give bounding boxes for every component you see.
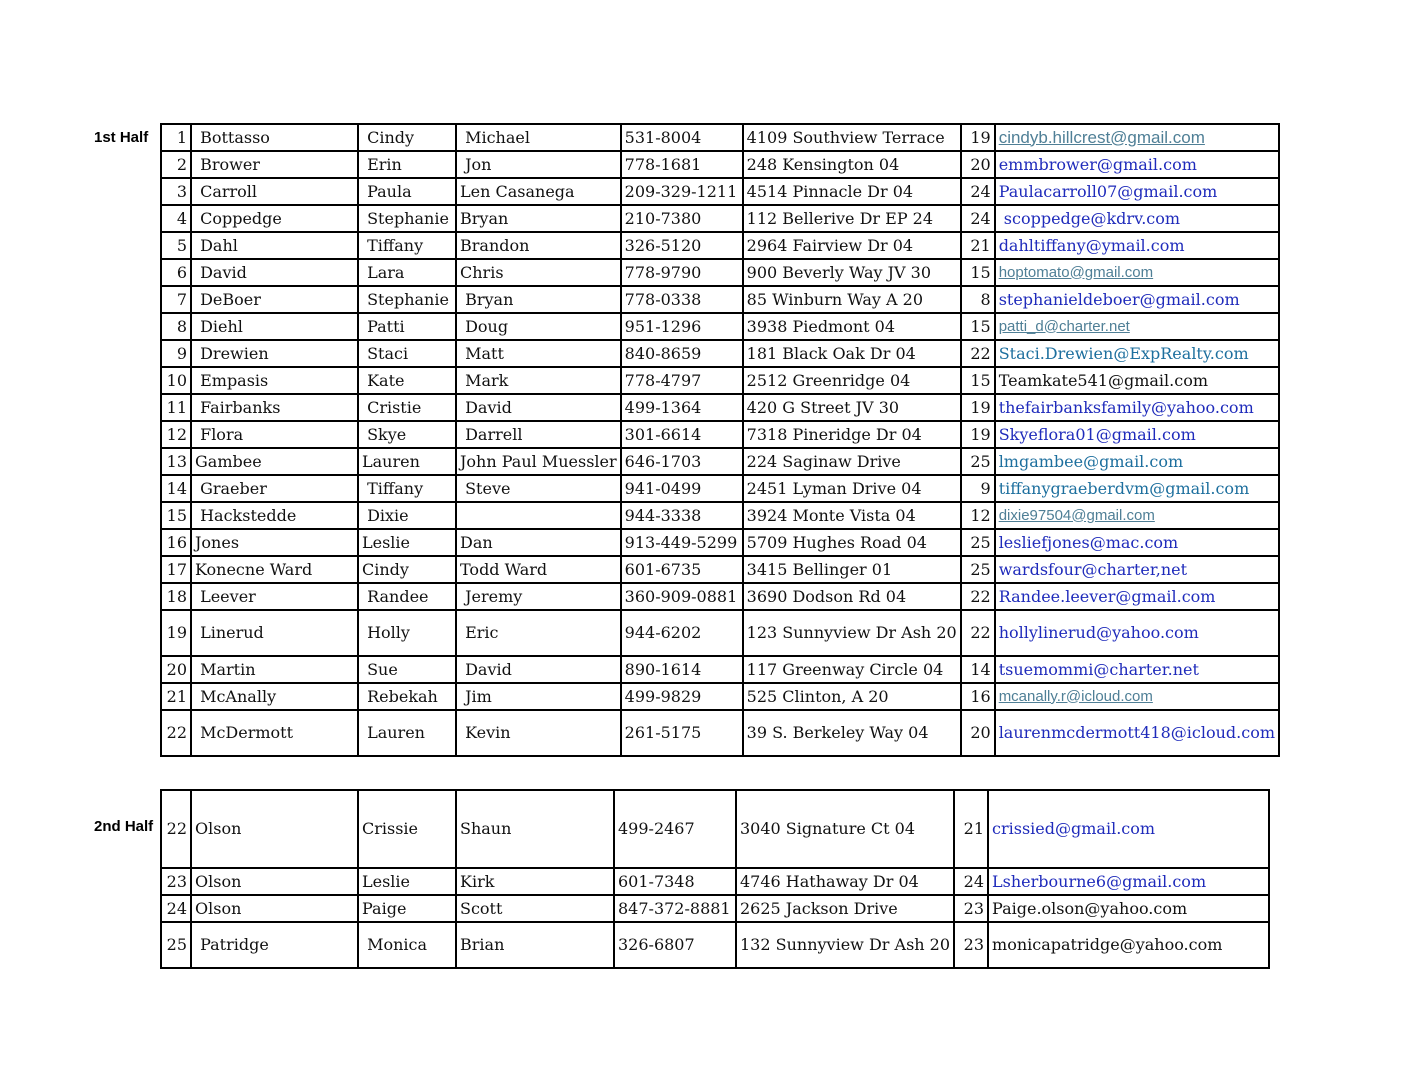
table-row [161, 394, 1279, 421]
second-half-roster-table [160, 789, 1270, 969]
first-name-cell: Leslie [358, 868, 456, 895]
email-cell[interactable]: tsuemommi@charter.net [995, 656, 1279, 683]
phone-cell: 778-9790 [621, 259, 743, 286]
row-number-cell: 2 [161, 151, 191, 178]
row-number-cell: 12 [161, 421, 191, 448]
spouse-name-cell: David [456, 394, 621, 421]
first-name-cell: Sue [358, 656, 456, 683]
row-number-cell: 10 [161, 367, 191, 394]
spouse-name-cell: Len Casanega [456, 178, 621, 205]
spouse-name-cell: Brian [456, 922, 614, 968]
phone-cell: 210-7380 [621, 205, 743, 232]
last-name-cell: David [191, 259, 358, 286]
table-row [161, 313, 1279, 340]
count-cell: 14 [961, 656, 995, 683]
first-name-cell: Cindy [358, 124, 456, 151]
row-number-cell: 18 [161, 583, 191, 610]
count-cell: 24 [961, 205, 995, 232]
email-cell[interactable]: wardsfour@charter,net [995, 556, 1279, 583]
count-cell: 9 [961, 475, 995, 502]
table-row [161, 448, 1279, 475]
spouse-name-cell: Jon [456, 151, 621, 178]
table-row [161, 656, 1279, 683]
last-name-cell: Jones [191, 529, 358, 556]
table-row [161, 529, 1279, 556]
spouse-name-cell: Bryan [456, 205, 621, 232]
address-cell: 117 Greenway Circle 04 [743, 656, 961, 683]
count-cell: 15 [961, 367, 995, 394]
table-row [161, 710, 1279, 756]
address-cell: 2451 Lyman Drive 04 [743, 475, 961, 502]
row-number-cell: 9 [161, 340, 191, 367]
first-name-cell: Rebekah [358, 683, 456, 710]
table-row [161, 790, 1269, 868]
last-name-cell: Leever [191, 583, 358, 610]
first-name-cell: Cindy [358, 556, 456, 583]
phone-cell: 499-9829 [621, 683, 743, 710]
phone-cell: 209-329-1211 [621, 178, 743, 205]
email-cell[interactable]: emmbrower@gmail.com [995, 151, 1279, 178]
email-cell[interactable]: dahltiffany@ymail.com [995, 232, 1279, 259]
email-cell[interactable]: lmgambee@gmail.com [995, 448, 1279, 475]
address-cell: 7318 Pineridge Dr 04 [743, 421, 961, 448]
address-cell: 2964 Fairview Dr 04 [743, 232, 961, 259]
spouse-name-cell: Doug [456, 313, 621, 340]
count-cell: 25 [961, 556, 995, 583]
first-name-cell: Crissie [358, 790, 456, 868]
email-cell[interactable]: Lsherbourne6@gmail.com [988, 868, 1269, 895]
email-cell[interactable]: hoptomato@gmail.com [995, 259, 1279, 286]
count-cell: 19 [961, 421, 995, 448]
row-number-cell: 5 [161, 232, 191, 259]
table-row [161, 286, 1279, 313]
address-cell: 3938 Piedmont 04 [743, 313, 961, 340]
row-number-cell: 19 [161, 610, 191, 656]
email-cell[interactable]: cindyb.hillcrest@gmail.com [995, 124, 1279, 151]
row-number-cell: 13 [161, 448, 191, 475]
address-cell: 3924 Monte Vista 04 [743, 502, 961, 529]
spouse-name-cell: Steve [456, 475, 621, 502]
spouse-name-cell: Jeremy [456, 583, 621, 610]
count-cell: 25 [961, 448, 995, 475]
row-number-cell: 3 [161, 178, 191, 205]
first-name-cell: Dixie [358, 502, 456, 529]
count-cell: 15 [961, 313, 995, 340]
address-cell: 224 Saginaw Drive [743, 448, 961, 475]
last-name-cell: McDermott [191, 710, 358, 756]
table-row [161, 259, 1279, 286]
last-name-cell: Flora [191, 421, 358, 448]
spouse-name-cell: Mark [456, 367, 621, 394]
row-number-cell: 14 [161, 475, 191, 502]
last-name-cell: Brower [191, 151, 358, 178]
last-name-cell: Bottasso [191, 124, 358, 151]
count-cell: 24 [954, 868, 988, 895]
phone-cell: 601-6735 [621, 556, 743, 583]
last-name-cell: Dahl [191, 232, 358, 259]
last-name-cell: Graeber [191, 475, 358, 502]
first-name-cell: Paula [358, 178, 456, 205]
spouse-name-cell: Shaun [456, 790, 614, 868]
spouse-name-cell: Kirk [456, 868, 614, 895]
spouse-name-cell: Eric [456, 610, 621, 656]
email-cell[interactable]: Skyeflora01@gmail.com [995, 421, 1279, 448]
table-row [161, 340, 1279, 367]
last-name-cell: Olson [191, 790, 358, 868]
last-name-cell: Drewien [191, 340, 358, 367]
phone-cell: 840-8659 [621, 340, 743, 367]
last-name-cell: Empasis [191, 367, 358, 394]
count-cell: 22 [961, 340, 995, 367]
phone-cell: 778-0338 [621, 286, 743, 313]
spouse-name-cell [456, 502, 621, 529]
phone-cell: 941-0499 [621, 475, 743, 502]
last-name-cell: Diehl [191, 313, 358, 340]
row-number-cell: 16 [161, 529, 191, 556]
last-name-cell: Olson [191, 868, 358, 895]
count-cell: 25 [961, 529, 995, 556]
address-cell: 3415 Bellinger 01 [743, 556, 961, 583]
address-cell: 900 Beverly Way JV 30 [743, 259, 961, 286]
phone-cell: 944-3338 [621, 502, 743, 529]
spouse-name-cell: Bryan [456, 286, 621, 313]
row-number-cell: 15 [161, 502, 191, 529]
first-name-cell: Patti [358, 313, 456, 340]
table-row [161, 556, 1279, 583]
phone-cell: 890-1614 [621, 656, 743, 683]
first-name-cell: Erin [358, 151, 456, 178]
spouse-name-cell: Michael [456, 124, 621, 151]
table-row [161, 868, 1269, 895]
address-cell: 4746 Hathaway Dr 04 [736, 868, 954, 895]
phone-cell: 913-449-5299 [621, 529, 743, 556]
last-name-cell: Hackstedde [191, 502, 358, 529]
phone-cell: 499-1364 [621, 394, 743, 421]
spouse-name-cell: Jim [456, 683, 621, 710]
first-name-cell: Kate [358, 367, 456, 394]
row-number-cell: 22 [161, 710, 191, 756]
spouse-name-cell: Scott [456, 895, 614, 922]
first-name-cell: Holly [358, 610, 456, 656]
last-name-cell: Fairbanks [191, 394, 358, 421]
address-cell: 112 Bellerive Dr EP 24 [743, 205, 961, 232]
email-cell[interactable]: tiffanygraeberdvm@gmail.com [995, 475, 1279, 502]
first-name-cell: Lara [358, 259, 456, 286]
row-number-cell: 22 [161, 790, 191, 868]
address-cell: 85 Winburn Way A 20 [743, 286, 961, 313]
count-cell: 12 [961, 502, 995, 529]
first-name-cell: Staci [358, 340, 456, 367]
count-cell: 20 [961, 710, 995, 756]
first-name-cell: Randee [358, 583, 456, 610]
first-name-cell: Leslie [358, 529, 456, 556]
phone-cell: 601-7348 [614, 868, 736, 895]
count-cell: 16 [961, 683, 995, 710]
email-cell[interactable]: crissied@gmail.com [988, 790, 1269, 868]
phone-cell: 646-1703 [621, 448, 743, 475]
phone-cell: 778-1681 [621, 151, 743, 178]
table-row [161, 151, 1279, 178]
second-half-label: 2nd Half [94, 818, 154, 835]
email-cell[interactable]: stephanieldeboer@gmail.com [995, 286, 1279, 313]
table-row [161, 502, 1279, 529]
first-name-cell: Cristie [358, 394, 456, 421]
first-name-cell: Lauren [358, 448, 456, 475]
email-cell[interactable]: mcanally.r@icloud.com [995, 683, 1279, 710]
table-row [161, 583, 1279, 610]
first-name-cell: Stephanie [358, 205, 456, 232]
spouse-name-cell: Matt [456, 340, 621, 367]
first-name-cell: Tiffany [358, 475, 456, 502]
spouse-name-cell: Brandon [456, 232, 621, 259]
count-cell: 22 [961, 610, 995, 656]
last-name-cell: Gambee [191, 448, 358, 475]
email-cell[interactable]: hollylinerud@yahoo.com [995, 610, 1279, 656]
first-name-cell: Monica [358, 922, 456, 968]
phone-cell: 261-5175 [621, 710, 743, 756]
table-row [161, 232, 1279, 259]
count-cell: 22 [961, 583, 995, 610]
last-name-cell: DeBoer [191, 286, 358, 313]
row-number-cell: 23 [161, 868, 191, 895]
email-cell[interactable]: patti_d@charter.net [995, 313, 1279, 340]
address-cell: 2625 Jackson Drive [736, 895, 954, 922]
phone-cell: 778-4797 [621, 367, 743, 394]
phone-cell: 531-8004 [621, 124, 743, 151]
row-number-cell: 1 [161, 124, 191, 151]
table-row [161, 124, 1279, 151]
phone-cell: 847-372-8881 [614, 895, 736, 922]
phone-cell: 360-909-0881 [621, 583, 743, 610]
email-cell[interactable]: scoppedge@kdrv.com [995, 205, 1279, 232]
row-number-cell: 25 [161, 922, 191, 968]
first-name-cell: Skye [358, 421, 456, 448]
phone-cell: 951-1296 [621, 313, 743, 340]
phone-cell: 944-6202 [621, 610, 743, 656]
table-row [161, 475, 1279, 502]
spouse-name-cell: John Paul Muessler [456, 448, 621, 475]
count-cell: 19 [961, 394, 995, 421]
first-half-label: 1st Half [94, 129, 149, 146]
row-number-cell: 7 [161, 286, 191, 313]
first-name-cell: Lauren [358, 710, 456, 756]
count-cell: 23 [954, 922, 988, 968]
spouse-name-cell: Dan [456, 529, 621, 556]
last-name-cell: Patridge [191, 922, 358, 968]
last-name-cell: Coppedge [191, 205, 358, 232]
address-cell: 39 S. Berkeley Way 04 [743, 710, 961, 756]
last-name-cell: Carroll [191, 178, 358, 205]
row-number-cell: 8 [161, 313, 191, 340]
spouse-name-cell: Darrell [456, 421, 621, 448]
count-cell: 20 [961, 151, 995, 178]
first-name-cell: Stephanie [358, 286, 456, 313]
email-cell[interactable]: laurenmcdermott418@icloud.com [995, 710, 1279, 756]
count-cell: 21 [954, 790, 988, 868]
address-cell: 248 Kensington 04 [743, 151, 961, 178]
email-cell[interactable]: Staci.Drewien@ExpRealty.com [995, 340, 1279, 367]
count-cell: 15 [961, 259, 995, 286]
table-row [161, 421, 1279, 448]
table-row [161, 895, 1269, 922]
count-cell: 23 [954, 895, 988, 922]
email-cell[interactable]: Paulacarroll07@gmail.com [995, 178, 1279, 205]
email-cell[interactable]: lesliefjones@mac.com [995, 529, 1279, 556]
row-number-cell: 20 [161, 656, 191, 683]
address-cell: 420 G Street JV 30 [743, 394, 961, 421]
table-row [161, 205, 1279, 232]
phone-cell: 326-5120 [621, 232, 743, 259]
address-cell: 2512 Greenridge 04 [743, 367, 961, 394]
spouse-name-cell: David [456, 656, 621, 683]
first-name-cell: Tiffany [358, 232, 456, 259]
row-number-cell: 6 [161, 259, 191, 286]
table-row [161, 367, 1279, 394]
count-cell: 24 [961, 178, 995, 205]
address-cell: 3040 Signature Ct 04 [736, 790, 954, 868]
row-number-cell: 24 [161, 895, 191, 922]
phone-cell: 499-2467 [614, 790, 736, 868]
address-cell: 4514 Pinnacle Dr 04 [743, 178, 961, 205]
address-cell: 5709 Hughes Road 04 [743, 529, 961, 556]
table-row [161, 178, 1279, 205]
last-name-cell: McAnally [191, 683, 358, 710]
phone-cell: 326-6807 [614, 922, 736, 968]
email-cell[interactable]: Randee.leever@gmail.com [995, 583, 1279, 610]
address-cell: 3690 Dodson Rd 04 [743, 583, 961, 610]
first-half-roster-table [160, 123, 1280, 757]
count-cell: 19 [961, 124, 995, 151]
email-cell[interactable]: thefairbanksfamily@yahoo.com [995, 394, 1279, 421]
row-number-cell: 11 [161, 394, 191, 421]
address-cell: 4109 Southview Terrace [743, 124, 961, 151]
row-number-cell: 4 [161, 205, 191, 232]
row-number-cell: 21 [161, 683, 191, 710]
address-cell: 123 Sunnyview Dr Ash 20 [743, 610, 961, 656]
spouse-name-cell: Kevin [456, 710, 621, 756]
last-name-cell: Olson [191, 895, 358, 922]
address-cell: 181 Black Oak Dr 04 [743, 340, 961, 367]
address-cell: 132 Sunnyview Dr Ash 20 [736, 922, 954, 968]
table-row [161, 922, 1269, 968]
email-cell[interactable]: Teamkate541@gmail.com [995, 367, 1279, 394]
spouse-name-cell: Chris [456, 259, 621, 286]
email-cell[interactable]: monicapatridge@yahoo.com [988, 922, 1269, 968]
spouse-name-cell: Todd Ward [456, 556, 621, 583]
email-cell[interactable]: dixie97504@gmail.com [995, 502, 1279, 529]
last-name-cell: Konecne Ward [191, 556, 358, 583]
address-cell: 525 Clinton, A 20 [743, 683, 961, 710]
last-name-cell: Martin [191, 656, 358, 683]
count-cell: 21 [961, 232, 995, 259]
count-cell: 8 [961, 286, 995, 313]
first-name-cell: Paige [358, 895, 456, 922]
table-row [161, 610, 1279, 656]
row-number-cell: 17 [161, 556, 191, 583]
email-cell[interactable]: Paige.olson@yahoo.com [988, 895, 1269, 922]
table-row [161, 683, 1279, 710]
last-name-cell: Linerud [191, 610, 358, 656]
phone-cell: 301-6614 [621, 421, 743, 448]
